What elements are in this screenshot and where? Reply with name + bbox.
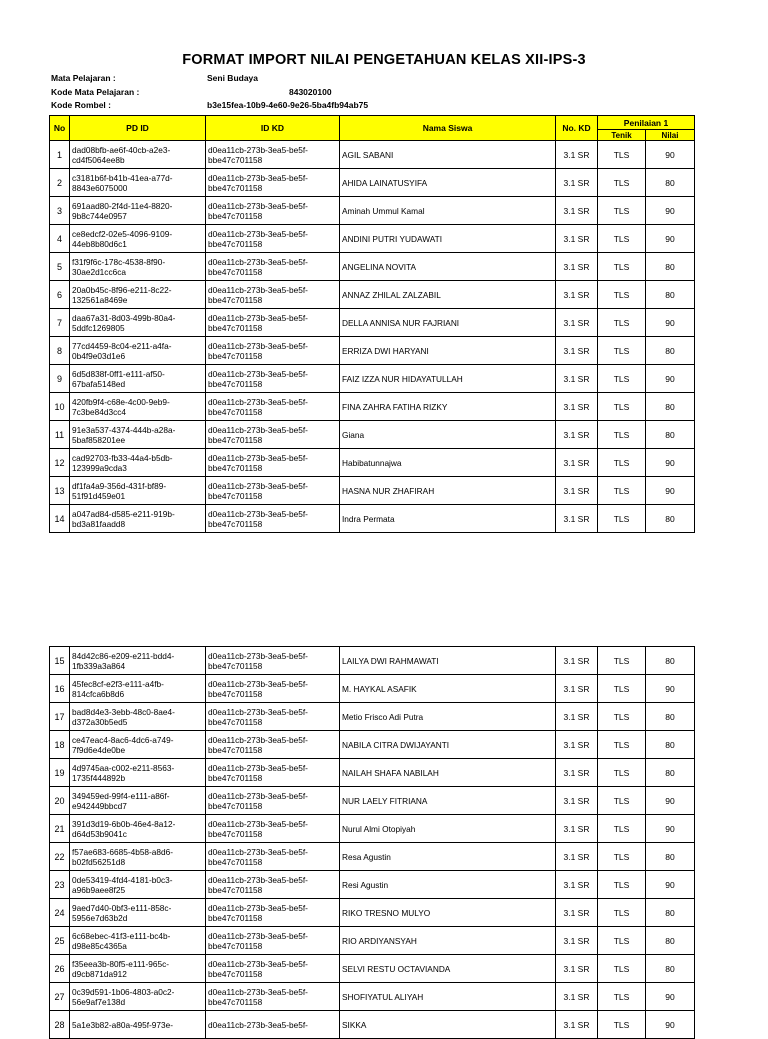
row-no: 17	[50, 703, 70, 731]
row-no-kd: 3.1 SR	[556, 169, 598, 197]
row-no-kd: 3.1 SR	[556, 955, 598, 983]
row-teknik: TLS	[598, 983, 646, 1011]
row-id-kd: d0ea11cb-273b-3ea5-be5f-bbe47c701158	[206, 365, 340, 393]
table-row	[50, 141, 695, 169]
row-pd-id: 5a1e3b82-a80a-495f-973e-	[70, 1011, 206, 1039]
row-nilai: 90	[646, 449, 695, 477]
row-no-kd: 3.1 SR	[556, 253, 598, 281]
row-nama-siswa: NAILAH SHAFA NABILAH	[340, 759, 556, 787]
table-row	[50, 197, 695, 225]
row-nama-siswa: Resi Agustin	[340, 871, 556, 899]
row-no-kd: 3.1 SR	[556, 449, 598, 477]
row-no-kd: 3.1 SR	[556, 899, 598, 927]
row-no: 28	[50, 1011, 70, 1039]
row-teknik: TLS	[598, 1011, 646, 1039]
mapel-label: Mata Pelajaran :	[51, 73, 116, 83]
row-no: 11	[50, 421, 70, 449]
row-no-kd: 3.1 SR	[556, 759, 598, 787]
row-no-kd: 3.1 SR	[556, 225, 598, 253]
row-pd-id: 0c39d591-1b06-4803-a0c2-56e9af7e138d	[70, 983, 206, 1011]
row-nama-siswa: ANNAZ ZHILAL ZALZABIL	[340, 281, 556, 309]
table-row	[50, 421, 695, 449]
row-teknik: TLS	[598, 449, 646, 477]
mapel-value: Seni Budaya	[207, 73, 259, 83]
row-no: 24	[50, 899, 70, 927]
row-nama-siswa: FINA ZAHRA FATIHA RIZKY	[340, 393, 556, 421]
row-id-kd: d0ea11cb-273b-3ea5-be5f-bbe47c701158	[206, 421, 340, 449]
row-pd-id: cad92703-fb33-44a4-b5db-123999a9cda3	[70, 449, 206, 477]
row-pd-id: 691aad80-2f4d-11e4-8820-9b8c744e0957	[70, 197, 206, 225]
nilai-table-page1	[49, 115, 695, 533]
table-row	[50, 899, 695, 927]
row-teknik: TLS	[598, 955, 646, 983]
row-nilai: 80	[646, 899, 695, 927]
row-teknik: TLS	[598, 731, 646, 759]
table-row	[50, 253, 695, 281]
row-nama-siswa: Habibatunnajwa	[340, 449, 556, 477]
row-id-kd: d0ea11cb-273b-3ea5-be5f-bbe47c701158	[206, 197, 340, 225]
header-no-kd: No. KD	[556, 116, 598, 141]
row-id-kd: d0ea11cb-273b-3ea5-be5f-bbe47c701158	[206, 647, 340, 675]
row-pd-id: 77cd4459-8c04-e211-a4fa-0b4f9e03d1e6	[70, 337, 206, 365]
row-id-kd: d0ea11cb-273b-3ea5-be5f-bbe47c701158	[206, 477, 340, 505]
row-no-kd: 3.1 SR	[556, 731, 598, 759]
row-pd-id: 91e3a537-4374-444b-a28a-5baf858201ee	[70, 421, 206, 449]
row-pd-id: bad8d4e3-3ebb-48c0-8ae4-d372a30b5ed5	[70, 703, 206, 731]
row-id-kd: d0ea11cb-273b-3ea5-be5f-bbe47c701158	[206, 843, 340, 871]
row-nama-siswa: Aminah Ummul Kamal	[340, 197, 556, 225]
row-teknik: TLS	[598, 141, 646, 169]
row-id-kd: d0ea11cb-273b-3ea5-be5f-bbe47c701158	[206, 393, 340, 421]
row-no: 16	[50, 675, 70, 703]
row-no: 7	[50, 309, 70, 337]
row-nama-siswa: Nurul Almi Otopiyah	[340, 815, 556, 843]
row-no: 12	[50, 449, 70, 477]
row-teknik: TLS	[598, 169, 646, 197]
row-nilai: 90	[646, 309, 695, 337]
row-nilai: 90	[646, 477, 695, 505]
row-pd-id: 9aed7d40-0bf3-e111-858c-5956e7d63b2d	[70, 899, 206, 927]
row-id-kd: d0ea11cb-273b-3ea5-be5f-bbe47c701158	[206, 141, 340, 169]
row-id-kd: d0ea11cb-273b-3ea5-be5f-bbe47c701158	[206, 309, 340, 337]
row-no-kd: 3.1 SR	[556, 365, 598, 393]
row-no-kd: 3.1 SR	[556, 1011, 598, 1039]
table-row	[50, 983, 695, 1011]
table-row	[50, 843, 695, 871]
row-nilai: 90	[646, 1011, 695, 1039]
table-row	[50, 505, 695, 533]
row-teknik: TLS	[598, 927, 646, 955]
row-pd-id: daa67a31-8d03-499b-80a4-5ddfc1269805	[70, 309, 206, 337]
row-teknik: TLS	[598, 843, 646, 871]
row-nama-siswa: Giana	[340, 421, 556, 449]
row-pd-id: 0de53419-4fd4-4181-b0c3-a96b9aee8f25	[70, 871, 206, 899]
row-id-kd: d0ea11cb-273b-3ea5-be5f-bbe47c701158	[206, 449, 340, 477]
row-nilai: 90	[646, 787, 695, 815]
table-row	[50, 1011, 695, 1039]
row-nilai: 80	[646, 393, 695, 421]
row-teknik: TLS	[598, 675, 646, 703]
row-teknik: TLS	[598, 365, 646, 393]
row-id-kd: d0ea11cb-273b-3ea5-be5f-bbe47c701158	[206, 169, 340, 197]
row-id-kd: d0ea11cb-273b-3ea5-be5f-bbe47c701158	[206, 253, 340, 281]
nilai-table-page2	[49, 646, 695, 1039]
row-no: 3	[50, 197, 70, 225]
row-teknik: TLS	[598, 505, 646, 533]
row-nilai: 80	[646, 253, 695, 281]
row-pd-id: dad08bfb-ae6f-40cb-a2e3-cd4f5064ee8b	[70, 141, 206, 169]
row-no: 2	[50, 169, 70, 197]
row-no: 6	[50, 281, 70, 309]
row-nama-siswa: FAIZ IZZA NUR HIDAYATULLAH	[340, 365, 556, 393]
row-nilai: 80	[646, 505, 695, 533]
row-id-kd: d0ea11cb-273b-3ea5-be5f-bbe47c701158	[206, 337, 340, 365]
row-id-kd: d0ea11cb-273b-3ea5-be5f-bbe47c701158	[206, 505, 340, 533]
row-nama-siswa: ANDINI PUTRI YUDAWATI	[340, 225, 556, 253]
table-row	[50, 281, 695, 309]
row-no: 14	[50, 505, 70, 533]
row-teknik: TLS	[598, 309, 646, 337]
row-teknik: TLS	[598, 703, 646, 731]
row-no-kd: 3.1 SR	[556, 197, 598, 225]
row-id-kd: d0ea11cb-273b-3ea5-be5f-bbe47c701158	[206, 731, 340, 759]
row-nilai: 90	[646, 197, 695, 225]
row-id-kd: d0ea11cb-273b-3ea5-be5f-bbe47c701158	[206, 787, 340, 815]
row-nilai: 80	[646, 759, 695, 787]
row-id-kd: d0ea11cb-273b-3ea5-be5f-bbe47c701158	[206, 675, 340, 703]
table-body-page2	[50, 647, 695, 1039]
row-id-kd: d0ea11cb-273b-3ea5-be5f-bbe47c701158	[206, 871, 340, 899]
row-id-kd: d0ea11cb-273b-3ea5-be5f-bbe47c701158	[206, 955, 340, 983]
row-no-kd: 3.1 SR	[556, 421, 598, 449]
table-row	[50, 955, 695, 983]
row-no-kd: 3.1 SR	[556, 703, 598, 731]
row-nama-siswa: AHIDA LAINATUSYIFA	[340, 169, 556, 197]
table-row	[50, 927, 695, 955]
row-nilai: 80	[646, 169, 695, 197]
row-pd-id: 4d9745aa-c002-e211-8563-1735f444892b	[70, 759, 206, 787]
table-row	[50, 787, 695, 815]
table-row	[50, 365, 695, 393]
table-row	[50, 647, 695, 675]
row-pd-id: f31f9f6c-178c-4538-8f90-30ae2d1cc6ca	[70, 253, 206, 281]
row-pd-id: 391d3d19-6b0b-46e4-8a12-d64d53b9041c	[70, 815, 206, 843]
header-no: No	[50, 116, 70, 141]
row-nama-siswa: Metio Frisco Adi Putra	[340, 703, 556, 731]
row-pd-id: ce47eac4-8ac6-4dc6-a749-7f9d6e4de0be	[70, 731, 206, 759]
header-nilai: Nilai	[646, 130, 695, 141]
row-no: 23	[50, 871, 70, 899]
row-id-kd: d0ea11cb-273b-3ea5-be5f-bbe47c701158	[206, 927, 340, 955]
row-no-kd: 3.1 SR	[556, 647, 598, 675]
page-title: FORMAT IMPORT NILAI PENGETAHUAN KELAS XII-IPS-3	[182, 52, 586, 68]
row-no: 19	[50, 759, 70, 787]
row-nilai: 90	[646, 983, 695, 1011]
row-teknik: TLS	[598, 477, 646, 505]
row-id-kd: d0ea11cb-273b-3ea5-be5f-bbe47c701158	[206, 815, 340, 843]
row-nama-siswa: RIO ARDIYANSYAH	[340, 927, 556, 955]
row-pd-id: 20a0b45c-8f96-e211-8c22-132561a8469e	[70, 281, 206, 309]
row-nilai: 80	[646, 703, 695, 731]
row-no-kd: 3.1 SR	[556, 871, 598, 899]
row-no: 1	[50, 141, 70, 169]
row-nilai: 80	[646, 281, 695, 309]
row-no: 25	[50, 927, 70, 955]
row-pd-id: 45fec8cf-e2f3-e111-a4fb-814cfca6b8d6	[70, 675, 206, 703]
row-teknik: TLS	[598, 759, 646, 787]
row-teknik: TLS	[598, 225, 646, 253]
kode-mapel-value: 843020100	[289, 87, 332, 97]
row-nama-siswa: M. HAYKAL ASAFIK	[340, 675, 556, 703]
row-pd-id: f57ae683-6685-4b58-a8d6-b02fd56251d8	[70, 843, 206, 871]
row-no-kd: 3.1 SR	[556, 505, 598, 533]
row-pd-id: 6c68ebec-41f3-e111-bc4b-d98e85c4365a	[70, 927, 206, 955]
table-row	[50, 393, 695, 421]
row-pd-id: c3181b6f-b41b-41ea-a77d-8843e6075000	[70, 169, 206, 197]
row-no-kd: 3.1 SR	[556, 309, 598, 337]
row-teknik: TLS	[598, 197, 646, 225]
table-row	[50, 759, 695, 787]
row-no-kd: 3.1 SR	[556, 787, 598, 815]
row-nama-siswa: Indra Permata	[340, 505, 556, 533]
row-teknik: TLS	[598, 647, 646, 675]
row-nama-siswa: SHOFIYATUL ALIYAH	[340, 983, 556, 1011]
row-nilai: 80	[646, 955, 695, 983]
row-no: 27	[50, 983, 70, 1011]
header-teknik: Tenik	[598, 130, 646, 141]
table-row	[50, 871, 695, 899]
row-no-kd: 3.1 SR	[556, 477, 598, 505]
row-pd-id: 84d42c86-e209-e211-bdd4-1fb339a3a864	[70, 647, 206, 675]
table-row	[50, 477, 695, 505]
row-no-kd: 3.1 SR	[556, 843, 598, 871]
row-nilai: 90	[646, 225, 695, 253]
row-no-kd: 3.1 SR	[556, 393, 598, 421]
row-no: 18	[50, 731, 70, 759]
row-id-kd: d0ea11cb-273b-3ea5-be5f-bbe47c701158	[206, 759, 340, 787]
row-nilai: 80	[646, 731, 695, 759]
row-nama-siswa: SELVI RESTU OCTAVIANDA	[340, 955, 556, 983]
row-nilai: 80	[646, 647, 695, 675]
row-teknik: TLS	[598, 787, 646, 815]
row-pd-id: 349459ed-99f4-e111-a86f-e942449bbcd7	[70, 787, 206, 815]
row-no: 9	[50, 365, 70, 393]
row-nilai: 90	[646, 871, 695, 899]
row-teknik: TLS	[598, 281, 646, 309]
row-nama-siswa: SIKKA	[340, 1011, 556, 1039]
row-no-kd: 3.1 SR	[556, 927, 598, 955]
row-teknik: TLS	[598, 253, 646, 281]
header-pd-id: PD ID	[70, 116, 206, 141]
table-row	[50, 675, 695, 703]
row-nama-siswa: NUR LAELY FITRIANA	[340, 787, 556, 815]
header-nama-siswa: Nama Siswa	[340, 116, 556, 141]
table-row	[50, 169, 695, 197]
row-no: 15	[50, 647, 70, 675]
kode-rombel-value: b3e15fea-10b9-4e60-9e26-5ba4fb94ab75	[207, 100, 369, 110]
table-row	[50, 449, 695, 477]
kode-rombel-label: Kode Rombel :	[51, 100, 111, 110]
kode-mapel-label: Kode Mata Pelajaran :	[51, 87, 140, 97]
table-row	[50, 309, 695, 337]
row-pd-id: a047ad84-d585-e211-919b-bd3a81faadd8	[70, 505, 206, 533]
row-nilai: 80	[646, 421, 695, 449]
table-row	[50, 815, 695, 843]
row-no: 13	[50, 477, 70, 505]
row-nama-siswa: LAILYA DWI RAHMAWATI	[340, 647, 556, 675]
row-nama-siswa: RIKO TRESNO MULYO	[340, 899, 556, 927]
row-no: 26	[50, 955, 70, 983]
row-nama-siswa: Resa Agustin	[340, 843, 556, 871]
table-body-page1	[50, 141, 695, 533]
header-id-kd: ID KD	[206, 116, 340, 141]
row-nilai: 90	[646, 365, 695, 393]
row-teknik: TLS	[598, 421, 646, 449]
table-row	[50, 337, 695, 365]
row-no-kd: 3.1 SR	[556, 337, 598, 365]
row-no: 10	[50, 393, 70, 421]
row-teknik: TLS	[598, 899, 646, 927]
row-pd-id: 420fb9f4-c68e-4c00-9eb9-7c3be84d3cc4	[70, 393, 206, 421]
row-id-kd: d0ea11cb-273b-3ea5-be5f-	[206, 1011, 340, 1039]
row-nama-siswa: HASNA NUR ZHAFIRAH	[340, 477, 556, 505]
row-no: 4	[50, 225, 70, 253]
row-nama-siswa: DELLA ANNISA NUR FAJRIANI	[340, 309, 556, 337]
row-nilai: 90	[646, 141, 695, 169]
row-nilai: 90	[646, 815, 695, 843]
row-nilai: 80	[646, 843, 695, 871]
row-no-kd: 3.1 SR	[556, 281, 598, 309]
row-nama-siswa: AGIL SABANI	[340, 141, 556, 169]
row-no: 21	[50, 815, 70, 843]
row-pd-id: f35eea3b-80f5-e111-965c-d9cb871da912	[70, 955, 206, 983]
table-row	[50, 703, 695, 731]
row-teknik: TLS	[598, 815, 646, 843]
row-teknik: TLS	[598, 871, 646, 899]
row-no-kd: 3.1 SR	[556, 983, 598, 1011]
row-no: 5	[50, 253, 70, 281]
row-pd-id: df1fa4a9-356d-431f-bf89-51f91d459e01	[70, 477, 206, 505]
row-nama-siswa: ERRIZA DWI HARYANI	[340, 337, 556, 365]
row-teknik: TLS	[598, 393, 646, 421]
row-id-kd: d0ea11cb-273b-3ea5-be5f-bbe47c701158	[206, 225, 340, 253]
row-nilai: 90	[646, 675, 695, 703]
row-pd-id: ce8edcf2-02e5-4096-9109-44eb8b80d6c1	[70, 225, 206, 253]
row-no-kd: 3.1 SR	[556, 141, 598, 169]
row-nilai: 80	[646, 927, 695, 955]
header-penilaian: Penilaian 1	[598, 116, 695, 130]
row-no-kd: 3.1 SR	[556, 815, 598, 843]
table-row	[50, 225, 695, 253]
row-no: 8	[50, 337, 70, 365]
row-no-kd: 3.1 SR	[556, 675, 598, 703]
row-pd-id: 6d5d838f-0ff1-e111-af50-67bafa5148ed	[70, 365, 206, 393]
row-id-kd: d0ea11cb-273b-3ea5-be5f-bbe47c701158	[206, 281, 340, 309]
row-id-kd: d0ea11cb-273b-3ea5-be5f-bbe47c701158	[206, 703, 340, 731]
row-no: 20	[50, 787, 70, 815]
row-id-kd: d0ea11cb-273b-3ea5-be5f-bbe47c701158	[206, 899, 340, 927]
row-nama-siswa: NABILA CITRA DWIJAYANTI	[340, 731, 556, 759]
row-teknik: TLS	[598, 337, 646, 365]
row-no: 22	[50, 843, 70, 871]
row-nilai: 80	[646, 337, 695, 365]
row-nama-siswa: ANGELINA NOVITA	[340, 253, 556, 281]
table-row	[50, 731, 695, 759]
row-id-kd: d0ea11cb-273b-3ea5-be5f-bbe47c701158	[206, 983, 340, 1011]
